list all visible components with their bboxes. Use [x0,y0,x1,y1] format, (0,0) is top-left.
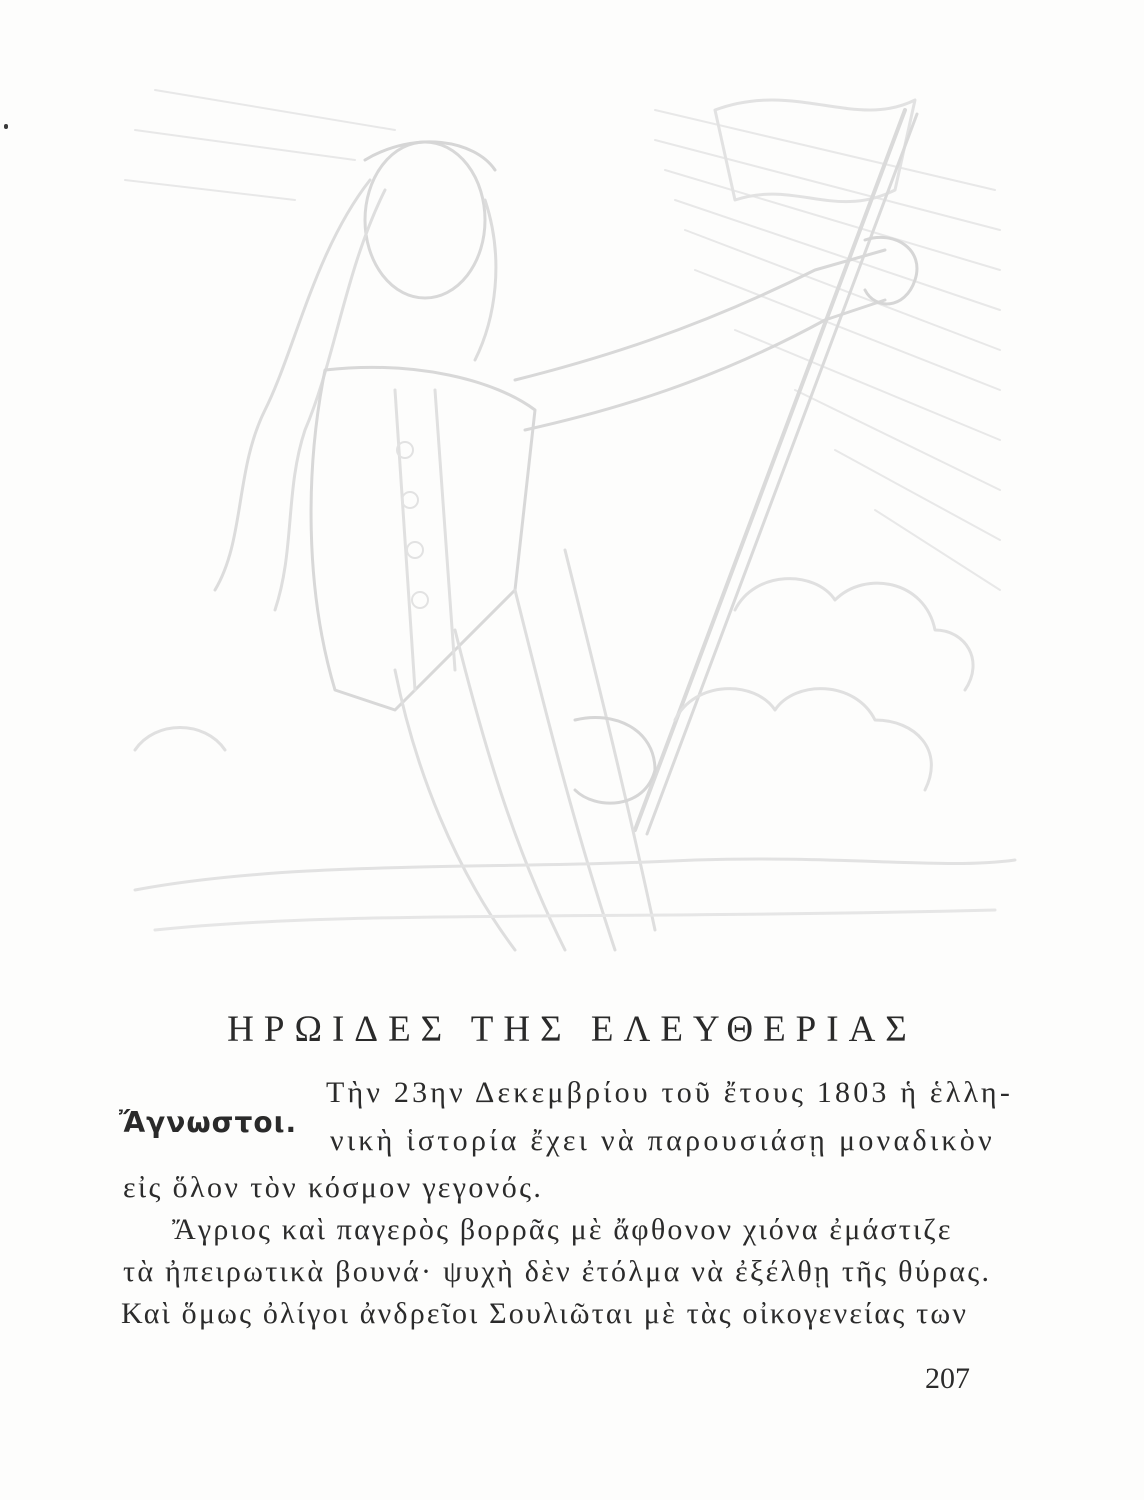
clouds [135,579,973,790]
page-number: 207 [925,1362,970,1395]
flag [715,100,915,202]
stray-ink-mark [4,124,8,129]
flag-pole [635,110,905,830]
sky-hatching [125,90,1000,590]
skirt [395,670,515,950]
body-text-line: Τὴν 23ην Δεκεμβρίου τοῦ ἔτους 1803 ἡ ἑλλη- [326,1076,1014,1109]
hair [215,180,370,590]
body-text-line: τὰ ἠπειρωτικὰ βουνά· ψυχὴ δὲν ἐτόλμα νὰ ἐξέλθῃ τῆς θύρας. [123,1255,992,1288]
faded-illustration-flag-bearer [95,70,1035,990]
body-text-line: Ἄγριος καὶ παγερὸς βορρᾶς μὲ ἄφθονον χιόνα ἐμάστιζε [172,1213,953,1246]
body-text-line: νικὴ ἱστορία ἔχει νὰ παρουσιάσῃ μοναδικὸν [330,1124,995,1157]
torso [311,367,535,710]
body-text-line: Καὶ ὅμως ὀλίγοι ἀνδρεῖοι Σουλιῶται μὲ τὰς οἰκογενείας των [121,1297,969,1330]
body-text-line: εἰς ὅλον τὸν κόσμον γεγονός. [123,1171,544,1204]
chapter-title: ΗΡΩΙΔΕΣ ΤΗΣ ΕΛΕΥΘΕΡΙΑΣ [227,1009,917,1050]
head [365,142,485,298]
ground [135,859,1015,890]
side-heading: Ἄγνωστοι. [119,1106,298,1139]
